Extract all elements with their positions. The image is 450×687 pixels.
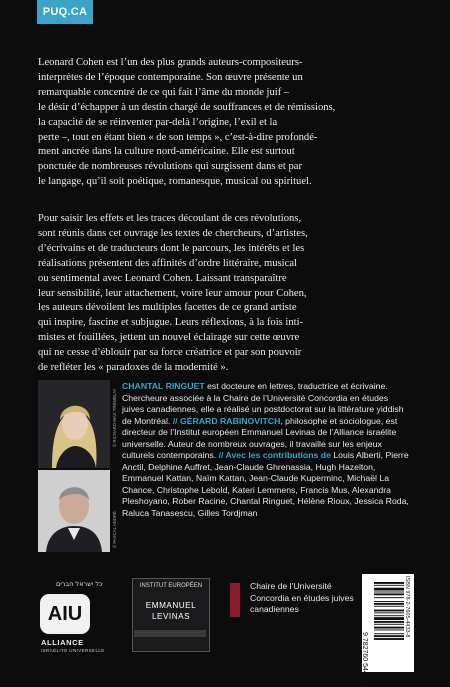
author-photo-ringuet: [38, 380, 110, 468]
text-line: qui ne cesse d’éblouir par sa force créatrice et par son pouvoir: [38, 347, 302, 359]
summary-paragraph-2: [38, 212, 412, 376]
aiu-name: ALLIANCE: [41, 638, 84, 647]
separator: //: [172, 415, 178, 426]
text-line: de refléter les « paradoxes de la modernité ».: [38, 362, 229, 374]
text-line: le désir d’échapper à un destin chargé de souffrances et de rémissions,: [38, 101, 336, 113]
photo-credit-2: © PASCAL ANDRÉ: [112, 511, 117, 548]
portrait-man-illustration: [38, 470, 110, 552]
text-line: les auteurs dévoilent les multiples facettes de ce grand artiste: [38, 302, 297, 314]
summary-paragraph-1: [38, 56, 412, 190]
aiu-subtitle: ISRAÉLITE UNIVERSELLE: [41, 648, 105, 653]
contributors-list: Louis Alberti, Pierre Anctil, Delphine Auffret, Jean-Claude Ghrenassia, Hugh Hazelton, Emmanuel Kattan, Naïm Kattan, Jean-Claude Kuperminc, Michaël La Chance, Christophe Lebold, Kateri Lemmens, Francis Mus, Alexandra Pleshoyano, Rober Racine, Chantal Ringuet, Hélène Rioux, Jessica Roda, Raluca Tanasescu, Gilles Tordjman: [122, 450, 409, 519]
photo-credit-1: © RICHARD-MAX TREMBLAY: [112, 388, 117, 447]
text-line: mistes et fouillées, jettent un nouvel éclairage sur cette œuvre: [38, 332, 300, 344]
levinas-institute-top: INSTITUT EUROPÉEN: [139, 583, 203, 589]
barcode-bar: [374, 627, 404, 629]
levinas-name-line-1: EMMANUEL: [145, 601, 197, 610]
text-line: la capacité de se réinventer par-delà l’origine, l’exil et la: [38, 116, 278, 128]
portrait-woman-illustration: [38, 380, 110, 468]
barcode-bar: [374, 582, 404, 584]
levinas-name-line-2: LEVINAS: [151, 612, 191, 621]
levinas-logo-bar: [134, 630, 206, 637]
aiu-hebrew-motto: כל ישראל חברים: [56, 580, 103, 588]
isbn-text: ISBN 978-2-7605-4433-8: [404, 576, 410, 638]
barcode-bar: [374, 624, 404, 625]
text-line: ponctuée de nombreuses révolutions qui surgissent dans et par: [38, 161, 303, 173]
text-line: Leonard Cohen est l’un des plus grands auteurs-compositeurs-: [38, 57, 303, 68]
text-line: perte –, tout en étant bien « de son temps », c’est-à-dire profondé-: [38, 131, 318, 143]
levinas-institute-name: [134, 600, 208, 622]
barcode-bar: [374, 617, 404, 620]
contributors-label: // Avec les contributions de: [218, 450, 331, 461]
text-line: ment ancrée dans la culture nord-américaine. Elle est surtout: [38, 146, 295, 158]
barcode-bar: [374, 593, 404, 595]
barcode-bar: [374, 635, 404, 637]
text-line: ou sentimental avec Leonard Cohen. Laissant transparaître: [38, 272, 287, 284]
barcode-bar: [374, 597, 404, 598]
barcode-bar: [374, 612, 404, 613]
concordia-chair-text: Chaire de l’Université Concordia en études juives canadiennes: [250, 581, 354, 615]
text-line: d’écrivains et de traducteurs dont le parcours, les intérêts et les: [38, 242, 305, 254]
text-line: interprètes de l’époque contemporaine. Son œuvre présente un: [38, 71, 303, 83]
barcode-bar: [374, 601, 404, 602]
text-line: sont réunis dans cet ouvrage les textes de chercheurs, d’artistes,: [38, 227, 308, 239]
barcode-digits: 9 782760 544338: [361, 632, 368, 687]
text-line: qui inspire, fascine et subjugue. Leurs réflexions, à la fois inti-: [38, 317, 304, 329]
publisher-tab[interactable]: PUQ.CA: [37, 0, 93, 24]
barcode-bar: [374, 621, 404, 623]
barcode-bar: [374, 615, 404, 616]
barcode-bar: [374, 633, 404, 634]
concordia-logo-icon: [230, 583, 240, 617]
barcode-bar: [374, 630, 404, 631]
author-photo-rabinovitch: [38, 470, 110, 552]
barcode-bar: [374, 588, 404, 591]
text-line: réalisations présentent des affinités d’ordre littéraire, musical: [38, 257, 297, 269]
aiu-logo-icon: AIU: [40, 594, 90, 634]
text-line: leur sensibilité, leur attachement, voire leur amour pour Cohen,: [38, 287, 307, 299]
author-bios: [122, 381, 412, 520]
barcode-bar: [374, 610, 404, 612]
author2-bio: , philosophe et sociologue, est directeur de l’Institut européen Emmanuel Levinas de l’Alliance israélite universelle. Auteur de nombreux ouvrages, il travaille sur les enjeux culturels contemporains.: [122, 415, 398, 461]
author1-bio: est docteure en lettres, traductrice et écrivaine. Chercheure associée à la Chaire de l’Université Concordia en études juives canadiennes, elle a réalisé un postdoctorat sur la littérature yiddish de Montréal.: [122, 381, 404, 426]
barcode-bar: [374, 585, 404, 586]
barcode-bar: [374, 603, 404, 605]
author2-name: GÉRARD RABINOVITCH: [177, 415, 281, 426]
text-line: Pour saisir les effets et les traces découlant de ces révolutions,: [38, 213, 302, 224]
barcode-bar: [374, 606, 404, 607]
barcode-bar: [374, 592, 404, 593]
author1-name: CHANTAL RINGUET: [122, 381, 205, 391]
text-line: remarquable concentré de ce qui fait l’âme du monde juif –: [38, 86, 290, 98]
barcode-bar: [374, 638, 404, 640]
text-line: le langage, qu’il soit poétique, romanesque, musical ou spirituel.: [38, 176, 312, 188]
